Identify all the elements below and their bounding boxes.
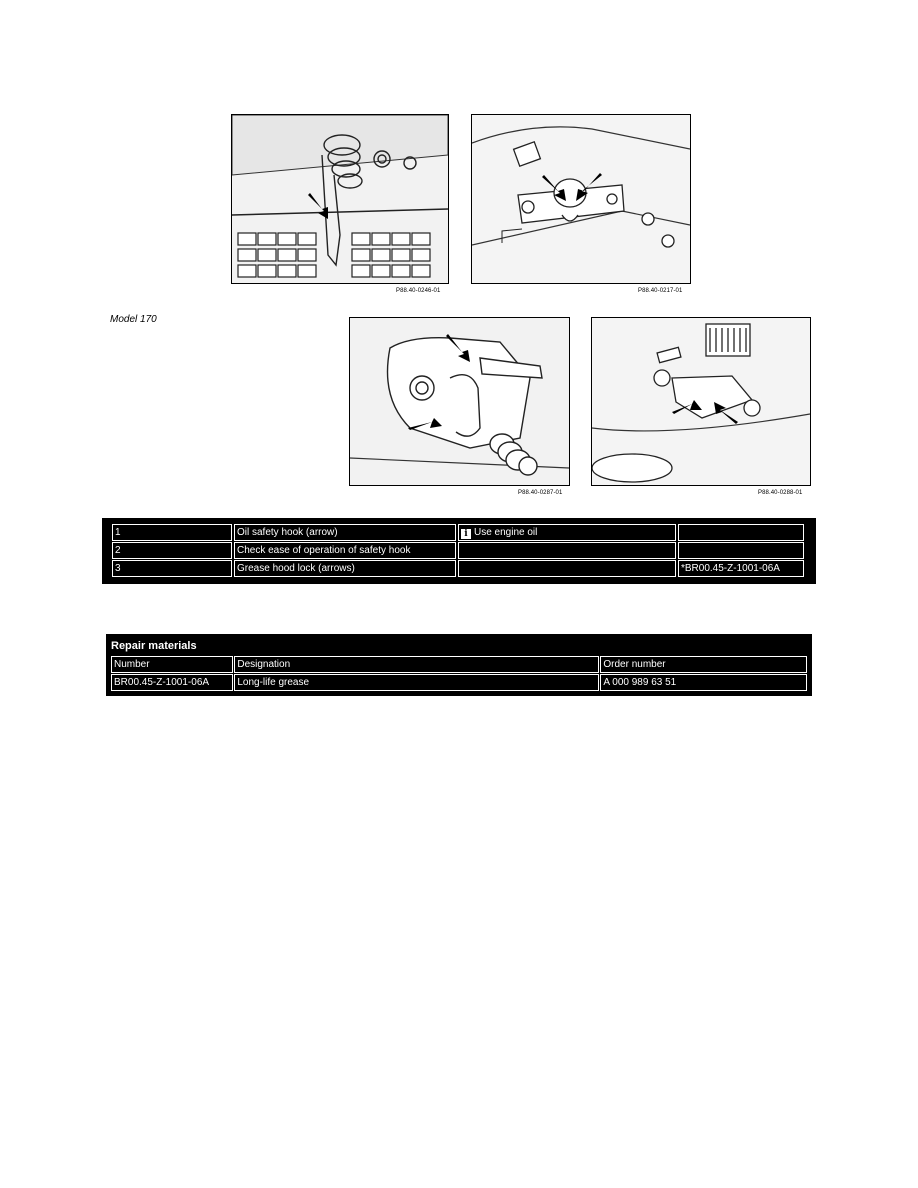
step-number: 1 [112,524,232,541]
figure-caption: P88.40-0217-01 [638,288,683,294]
step-note [458,524,676,541]
figure-caption: P88.40-0246-01 [396,288,441,294]
figure-hood-lock-model-170 [591,317,811,486]
material-designation: Long-life grease [234,674,599,691]
step-number: 3 [112,560,232,577]
model-label: Model 170 [110,314,157,325]
table-row [111,674,807,691]
safety-hook-detail-illustration [472,115,690,283]
material-order-number: A 000 989 63 51 [600,674,807,691]
figure-caption: P88.40-0287-01 [518,490,563,496]
hood-lock-illustration [350,318,569,485]
step-reference-link[interactable]: *BR00.45-Z-1001-06A [678,560,804,577]
repair-materials-table [106,634,812,696]
table-row [112,560,804,577]
step-note-text: Use engine oil [474,526,538,538]
table-header-row [111,656,807,673]
step-action: Oil safety hook (arrow) [234,524,456,541]
info-icon: i [461,529,471,539]
step-note [458,560,676,577]
repair-materials-title: Repair materials [111,640,197,652]
material-number: BR00.45-Z-1001-06A [111,674,233,691]
table-row [112,524,804,541]
step-reference [678,524,804,541]
column-header: Number [111,656,233,673]
figure-caption: P88.40-0288-01 [758,490,803,496]
step-note [458,542,676,559]
figure-hood-safety-hook [231,114,449,284]
hood-safety-hook-illustration [232,115,448,283]
step-action: Grease hood lock (arrows) [234,560,456,577]
step-reference [678,542,804,559]
column-header: Designation [234,656,599,673]
work-steps-table [102,518,816,584]
table-row [112,542,804,559]
column-header: Order number [600,656,807,673]
step-action: Check ease of operation of safety hook [234,542,456,559]
figure-safety-hook-detail [471,114,691,284]
figure-hood-lock [349,317,570,486]
hood-lock-model-170-illustration [592,318,810,485]
step-number: 2 [112,542,232,559]
